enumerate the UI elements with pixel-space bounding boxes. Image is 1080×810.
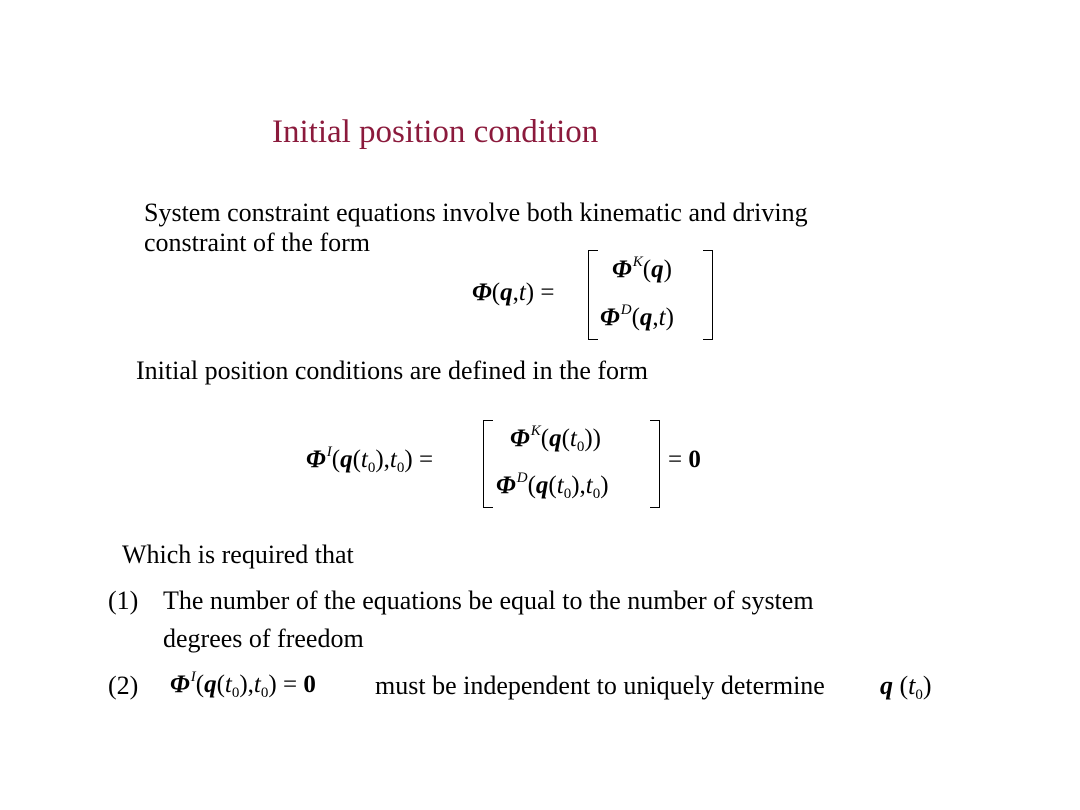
- t-symbol: t: [569, 425, 577, 452]
- list-number: (1): [108, 586, 139, 615]
- q-symbol: q: [204, 671, 217, 698]
- q-symbol: q: [340, 446, 353, 473]
- superscript: K: [632, 254, 643, 270]
- right-bracket: [650, 420, 660, 508]
- equation-inline: $\Phi^I(q(t_0),t_0) = 0$: [170, 669, 316, 701]
- phi-symbol: Φ: [510, 425, 530, 452]
- subscript: 0: [260, 685, 269, 701]
- phi-symbol: Φ: [306, 446, 326, 473]
- q-symbol: q: [500, 279, 513, 306]
- paragraph-line: Initial position conditions are defined in the form: [136, 356, 648, 385]
- superscript: I: [190, 669, 196, 685]
- t-symbol: t: [908, 671, 916, 700]
- list-text: The number of the equations be equal to the number of system: [163, 586, 814, 615]
- phi-symbol: Φ: [472, 279, 492, 306]
- subscript: 0: [563, 486, 572, 502]
- t-symbol: t: [556, 472, 564, 499]
- list-text: degrees of freedom: [163, 624, 364, 653]
- t-symbol: t: [658, 304, 666, 331]
- t-symbol: t: [360, 446, 368, 473]
- list-number: (2): [108, 671, 139, 700]
- subscript: 0: [576, 439, 585, 455]
- phi-symbol: Φ: [170, 671, 190, 698]
- superscript: D: [516, 470, 528, 486]
- subscript: 0: [915, 687, 923, 703]
- paragraph-line: constraint of the form: [144, 228, 370, 257]
- right-bracket: [703, 250, 713, 340]
- q-symbol: q: [651, 256, 664, 283]
- subscript: 0: [231, 685, 240, 701]
- t-symbol: t: [253, 671, 261, 698]
- t-symbol: t: [389, 446, 397, 473]
- paragraph-line: System constraint equations involve both kinematic and driving: [144, 198, 808, 227]
- q-symbol: q: [880, 671, 893, 700]
- t-symbol: t: [518, 279, 526, 306]
- list-text-tail: q (t0): [880, 671, 932, 703]
- superscript: D: [620, 302, 632, 318]
- superscript: K: [530, 423, 541, 439]
- left-bracket: [588, 250, 598, 340]
- t-symbol: t: [224, 671, 232, 698]
- subscript: 0: [367, 460, 376, 476]
- superscript: I: [326, 444, 332, 460]
- t-symbol: t: [585, 472, 593, 499]
- paragraph-line: Which is required that: [122, 540, 354, 569]
- phi-symbol: Φ: [496, 472, 516, 499]
- subscript: 0: [592, 486, 601, 502]
- list-text: must be independent to uniquely determine: [375, 671, 825, 700]
- q-symbol: q: [549, 425, 562, 452]
- phi-symbol: Φ: [612, 256, 632, 283]
- subscript: 0: [396, 460, 405, 476]
- zero-vector: 0: [688, 446, 701, 473]
- zero-vector: 0: [303, 671, 316, 698]
- q-symbol: q: [535, 472, 549, 499]
- phi-symbol: Φ: [600, 304, 620, 331]
- page-title: Initial position condition: [272, 114, 599, 150]
- q-symbol: q: [639, 304, 653, 331]
- left-bracket: [483, 420, 493, 508]
